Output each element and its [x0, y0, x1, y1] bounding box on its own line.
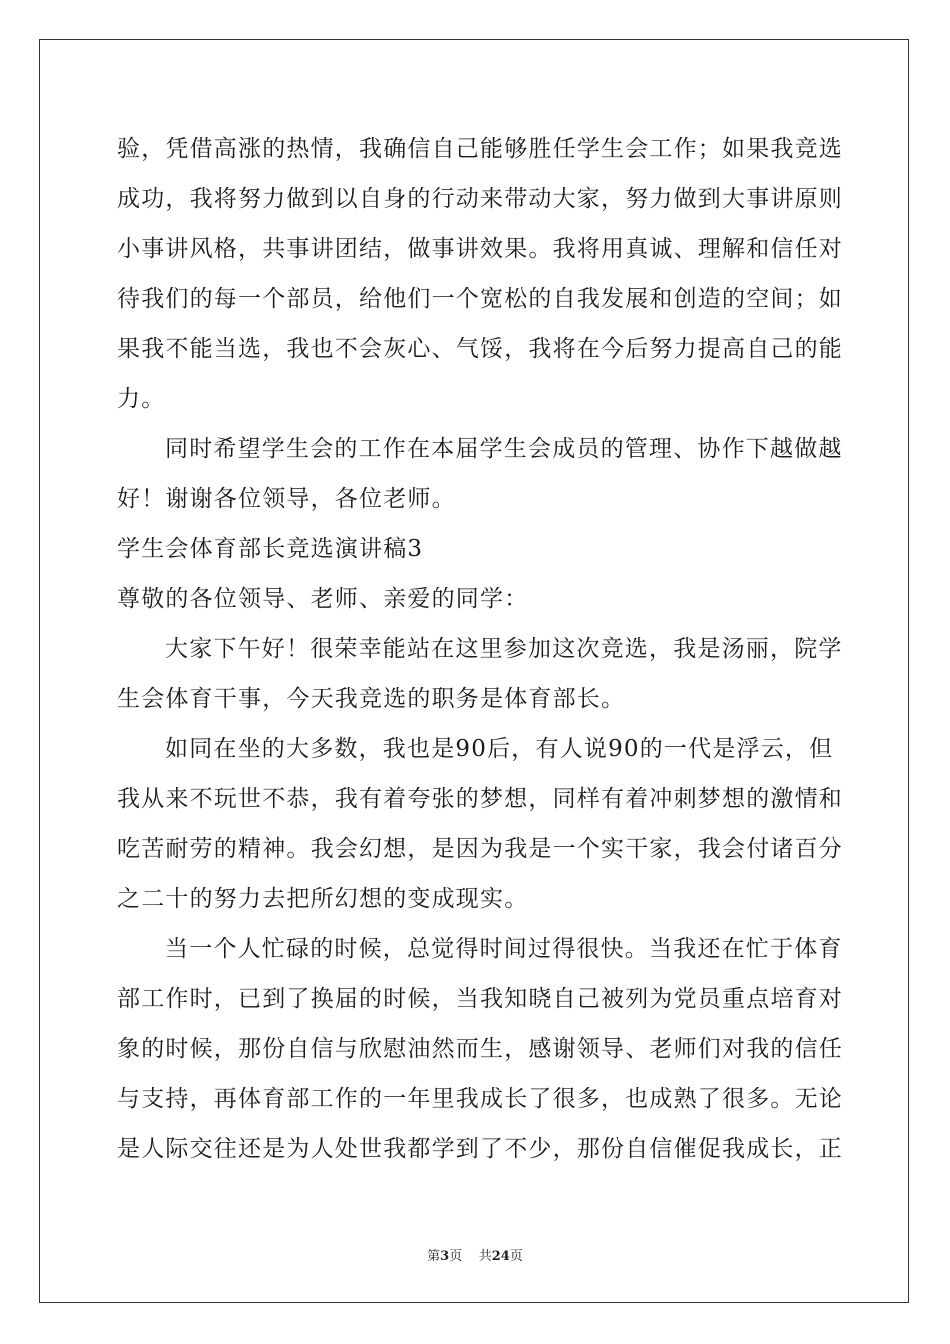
total-label-suffix: 页: [509, 1249, 523, 1264]
text-line: 待我们的每一个部员，给他们一个宽松的自我发展和创造的空间；如: [117, 286, 843, 312]
text-line: 我从来不玩世不恭，我有着夸张的梦想，同样有着冲刺梦想的激情和: [117, 786, 843, 812]
total-page-count: 24: [491, 1249, 510, 1264]
salutation: 尊敬的各位领导、老师、亲爱的同学：: [117, 586, 529, 612]
text-line: 吃苦耐劳的精神。我会幻想，是因为我是一个实干家，我会付诸百分: [117, 836, 843, 862]
text-line: 成功，我将努力做到以自身的行动来带动大家，努力做到大事讲原则: [117, 186, 843, 212]
text-line: 生会体育干事，今天我竞选的职务是体育部长。: [117, 686, 626, 712]
text-line: 部工作时，已到了换届的时候，当我知晓自己被列为党员重点培育对: [117, 986, 843, 1012]
text-line: 是人际交往还是为人处世我都学到了不少，那份自信催促我成长，正: [117, 1136, 843, 1162]
text-line: 与支持，再体育部工作的一年里我成长了很多，也成熟了很多。无论: [117, 1086, 843, 1112]
text-line: 果我不能当选，我也不会灰心、气馁，我将在今后努力提高自己的能: [117, 336, 843, 362]
text-line: 力。: [117, 386, 166, 412]
paragraph-first-line: 如同在坐的大多数，我也是90后，有人说90的一代是浮云，但: [165, 736, 834, 762]
page-footer: [0, 1248, 950, 1266]
section-heading: 学生会体育部长竞选演讲稿3: [117, 536, 424, 562]
text-line: 象的时候，那份自信与欣慰油然而生，感谢领导、老师们对我的信任: [117, 1036, 843, 1062]
page-label-prefix: 第: [427, 1249, 441, 1264]
page-label-suffix: 页: [449, 1249, 463, 1264]
text-line: 好！谢谢各位领导，各位老师。: [117, 486, 456, 512]
current-page-number: 3: [440, 1249, 450, 1264]
paragraph-first-line: 大家下午好！很荣幸能站在这里参加这次竞选，我是汤丽，院学: [165, 636, 843, 662]
total-label-prefix: 共: [478, 1249, 492, 1264]
text-line: 验，凭借高涨的热情，我确信自己能够胜任学生会工作；如果我竞选: [117, 136, 843, 162]
text-line: 之二十的努力去把所幻想的变成现实。: [117, 886, 529, 912]
text-line: 小事讲风格，共事讲团结，做事讲效果。我将用真诚、理解和信任对: [117, 236, 843, 262]
paragraph-first-line: 当一个人忙碌的时候，总觉得时间过得很快。当我还在忙于体育: [165, 936, 843, 962]
paragraph-first-line: 同时希望学生会的工作在本届学生会成员的管理、协作下越做越: [165, 436, 843, 462]
